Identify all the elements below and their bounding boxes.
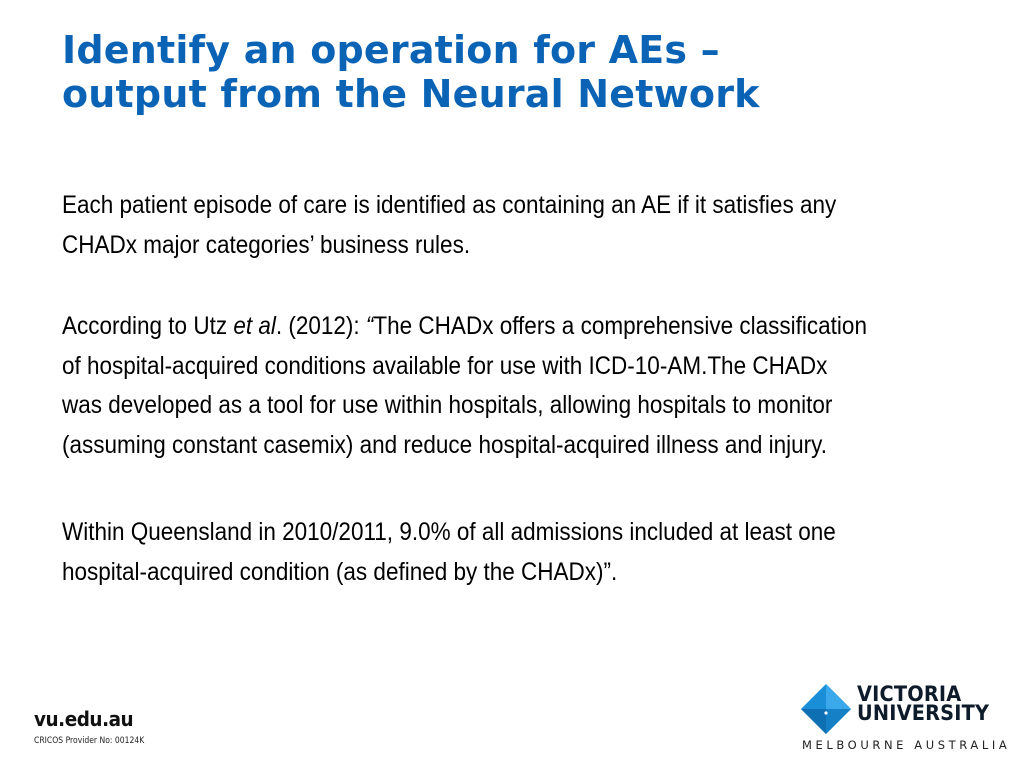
slide-title-line-2: output from the Neural Network — [62, 72, 760, 116]
logo-wordmark — [857, 682, 990, 725]
paragraph-queensland-stat: Within Queensland in 2010/2011, 9.0% of all admissions included at least one hospital-acquired condition (as defined by the CHADx)”. — [62, 518, 836, 586]
quote-text: The CHADx offers a comprehensive classification of hospital-acquired conditions available for use with ICD-10-AM.The CHADx was developed as a tool for use within hospitals, allowing hospitals to monitor (assuming constant casemix) and reduce hospital-acquired illness and injury. — [62, 312, 867, 459]
quote-open-mark: “ — [365, 312, 374, 340]
paragraph-ae-definition: Each patient episode of care is identified as containing an AE if it satisfies any CHADx major categories’ business rules. — [62, 191, 837, 259]
quote-year: . (2012): — [275, 312, 366, 340]
quote-prefix: According to Utz — [62, 312, 234, 340]
slide-title-line-1: Identify an operation for AEs – — [62, 28, 720, 72]
footer-cricos-number: CRICOS Provider No: 00124K — [34, 736, 145, 746]
logo-tagline: MELBOURNE AUSTRALIA — [802, 738, 1011, 752]
victoria-university-logo — [800, 682, 1011, 755]
logo-line-victoria: VICTORIA — [857, 682, 962, 706]
paragraph-utz-quote — [62, 307, 872, 465]
slide-body — [62, 186, 872, 640]
slide-title — [62, 28, 962, 116]
vu-diamond-logo-icon — [800, 683, 852, 735]
logo-line-university: UNIVERSITY — [857, 701, 990, 725]
quote-et-al: et al — [233, 312, 276, 340]
footer-website-block — [34, 708, 157, 746]
footer-site-url: vu.edu.au — [34, 707, 134, 731]
